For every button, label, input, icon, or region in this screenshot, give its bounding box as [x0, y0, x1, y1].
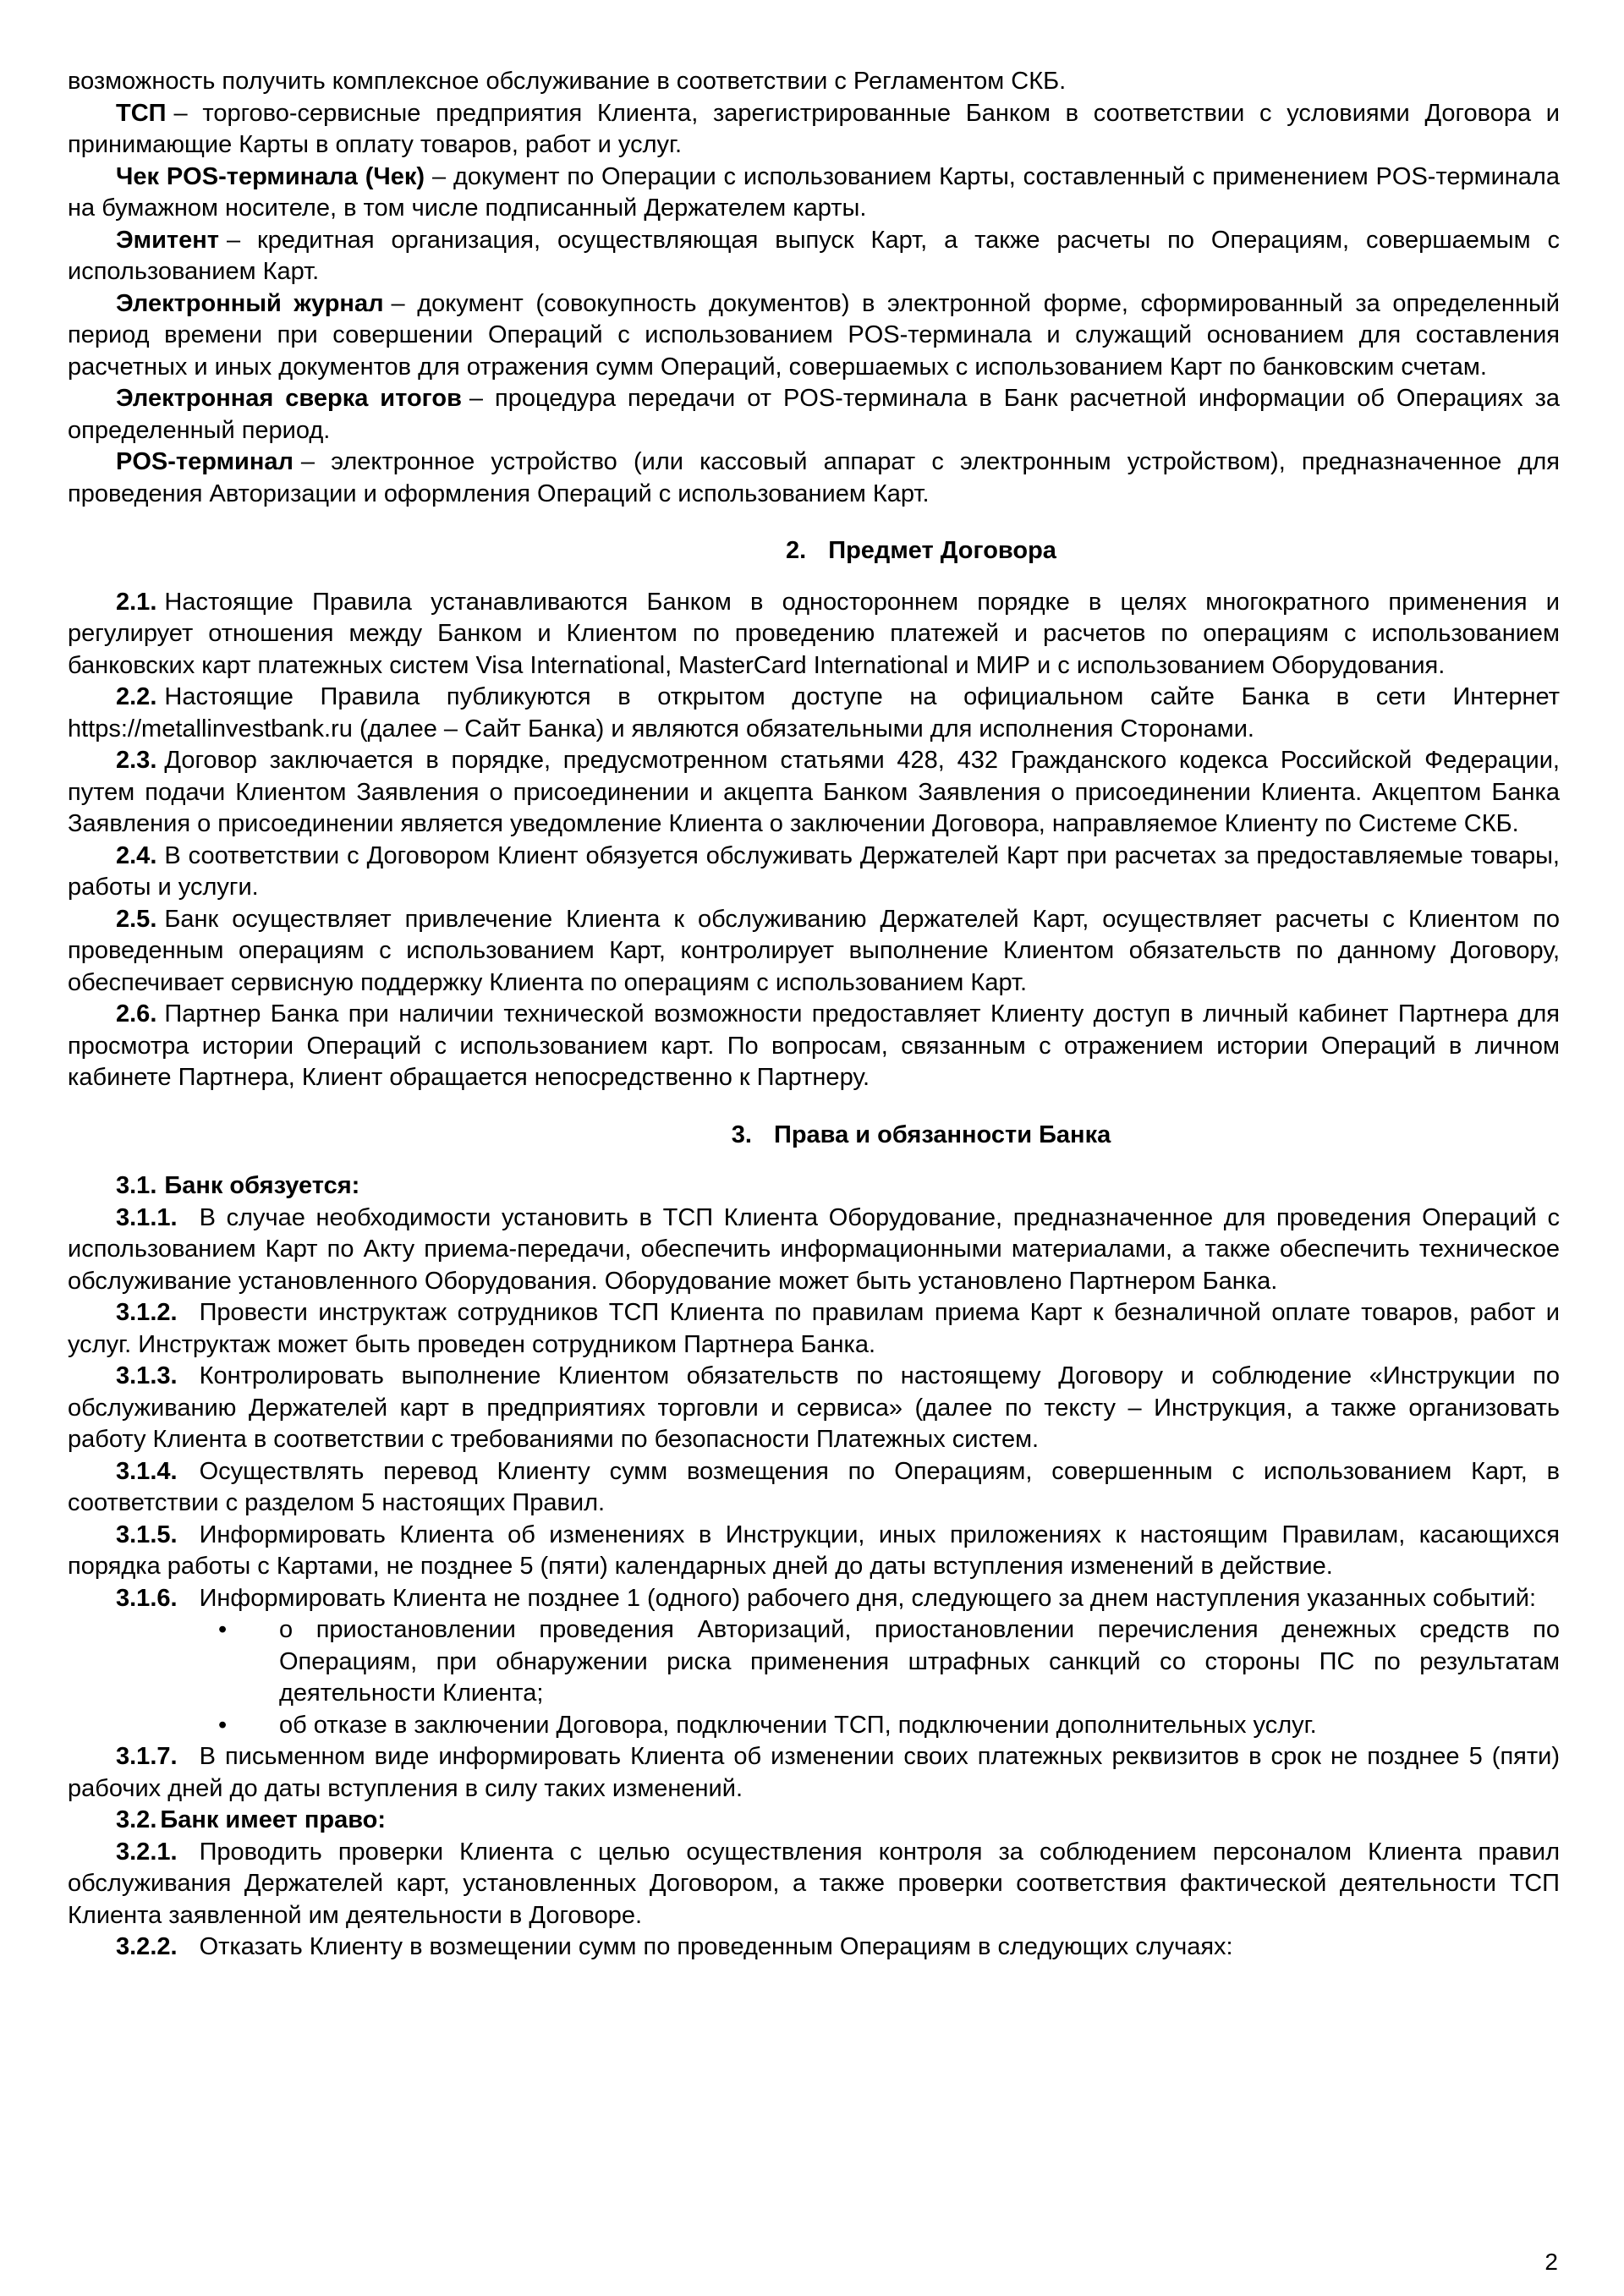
definition-text: – документ (совокупность документов) в электронной форме, сформированный за определенный период времени при совершении Операций с использованием POS-терминала и служащий основанием для составления расчетных и иных документов для отражения сумм Операций, совершаемых с использованием Карт по банковским счетам.: [68, 289, 1560, 381]
clause-text: Договор заключается в порядке, предусмотренном статьями 428, 432 Гражданского кодекса Российской Федерации, путем подачи Клиентом Заявления о присоединении и акцепта Банком Заявления о присоединении Клиента. Акцептом Банка Заявления о присоединении является уведомление Клиента о заключении Договора, направляемое Клиенту по Системе СКБ.: [68, 747, 1560, 837]
definition-paragraph-el-zhurnal: [68, 288, 1560, 384]
clause-number: 3.1.: [116, 1172, 157, 1199]
definition-paragraph-tsp: [68, 98, 1560, 162]
subsection-3-2-heading: [68, 1805, 1560, 1837]
section-2-heading: [68, 535, 1560, 567]
clause-text: Банк осуществляет привлечение Клиента к обслуживанию Держателей Карт, осуществляет расчеты с Клиентом по проведенным операциям с использованием Карт, контролирует выполнение Клиентом обязательств по данному Договору, обеспечивает сервисную поддержку Клиента по операциям с использованием Карт.: [68, 905, 1560, 996]
clause-text: Контролировать выполнение Клиентом обязательств по настоящему Договору и соблюдение «Инструкции по обслуживанию Держателей карт в предприятиях торговли и сервиса» (далее по тексту – Инструкция, а также организовать работу Клиента в соответствии с требованиями по безопасности Платежных систем.: [68, 1362, 1560, 1453]
definition-paragraph-chek: [68, 162, 1560, 225]
clause-text: Партнер Банка при наличии технической возможности предоставляет Клиенту доступ в личный кабинет Партнера для просмотра истории Операций с использованием карт. По вопросам, связанным с отражением истории Операций в личном кабинете Партнера, Клиент обращается непосредственно к Партнеру.: [68, 1000, 1560, 1091]
clause-number: 3.1.1.: [116, 1203, 178, 1231]
clause-2-1: [68, 587, 1560, 682]
clause-number: 2.2.: [116, 683, 157, 710]
clause-number: 3.1.2.: [116, 1299, 178, 1326]
clause-3-1-7: [68, 1741, 1560, 1805]
clause-text: В письменном виде информировать Клиента об изменении своих платежных реквизитов в срок не позднее 5 (пяти) рабочих дней до даты вступления в силу таких изменений.: [68, 1743, 1560, 1802]
clause-text: В случае необходимости установить в ТСП Клиента Оборудование, предназначенное для проведения Операций с использованием Карт по Акту приема-передачи, обеспечить информационными материалами, а также обеспечить техническое обслуживание установленного Оборудования. Оборудование может быть установлено Партнером Банка.: [68, 1203, 1560, 1295]
clause-text: Осуществлять перевод Клиенту сумм возмещения по Операциям, совершенным с использованием Карт, в соответствии с разделом 5 настоящих Правил.: [68, 1457, 1560, 1516]
definition-paragraph-emitent: [68, 225, 1560, 288]
definition-term: POS-терминал: [116, 448, 294, 475]
definition-text: – процедура передачи от POS-терминала в Банк расчетной информации об Операциях за определенный период.: [68, 385, 1560, 444]
clause-text: Настоящие Правила устанавливаются Банком в одностороннем порядке в целях многократного применения и регулирует отношения между Банком и Клиентом по проведению платежей и расчетов по операциям с использованием банковских карт платежных систем Visa International, MasterCard International и МИР и с использованием Оборудования.: [68, 588, 1560, 679]
bullet-text: о приостановлении проведения Авторизаций, приостановлении перечисления денежных средств по Операциям, при обнаружении риска применения штрафных санкций со стороны ПС по результатам деятельности Клиента;: [279, 1616, 1560, 1707]
bullet-text: об отказе в заключении Договора, подключении ТСП, подключении дополнительных услуг.: [279, 1711, 1317, 1739]
clause-text: Отказать Клиенту в возмещении сумм по проведенным Операциям в следующих случаях:: [199, 1933, 1233, 1960]
bullet-icon: •: [218, 1711, 228, 1739]
clause-number: 3.1.5.: [116, 1521, 178, 1548]
clause-text: Настоящие Правила публикуются в открытом доступе на официальном сайте Банка в сети Интернет https://metallinvestbank.ru (далее – Сайт Банка) и являются обязательными для исполнения Сторонами.: [68, 683, 1560, 743]
clause-number: 2.6.: [116, 1000, 157, 1027]
definition-term: Электронный журнал: [116, 289, 384, 317]
clause-3-1-4: [68, 1456, 1560, 1520]
bullet-list-item: [68, 1710, 1560, 1742]
definition-term: Эмитент: [116, 226, 219, 254]
clause-number: 2.1.: [116, 588, 157, 616]
clause-2-4: [68, 841, 1560, 904]
heading-number: 3.: [731, 1121, 752, 1148]
clause-3-1-6: [68, 1583, 1560, 1615]
heading-title: Права и обязанности Банка: [773, 1121, 1111, 1148]
clause-text: В соответствии с Договором Клиент обязуется обслуживать Держателей Карт при расчетах за предоставляемые товары, работы и услуги.: [68, 841, 1560, 901]
definition-text: – электронное устройство (или кассовый аппарат с электронным устройством), предназначенное для проведения Авторизации и оформления Операций с использованием Карт.: [68, 448, 1560, 507]
definition-text: – документ по Операции с использованием Карты, составленный с применением POS-терминала на бумажном носителе, в том числе подписанный Держателем карты.: [68, 162, 1560, 222]
definition-term: Электронная сверка итогов: [116, 385, 462, 412]
clause-3-1-1: [68, 1203, 1560, 1298]
clause-3-1-5: [68, 1520, 1560, 1583]
clause-3-1-2: [68, 1297, 1560, 1361]
heading-title: Предмет Договора: [828, 537, 1056, 564]
clause-number: 3.1.7.: [116, 1743, 178, 1770]
definition-text: – кредитная организация, осуществляющая выпуск Карт, а также расчеты по Операциям, совершаемым с использованием Карт.: [68, 226, 1560, 285]
heading-number: 2.: [786, 537, 807, 564]
clause-number: 3.1.6.: [116, 1584, 178, 1612]
clause-number: 2.5.: [116, 905, 157, 933]
clause-2-3: [68, 745, 1560, 841]
subsection-title: Банк обязуется:: [164, 1172, 360, 1199]
clause-text: Провести инструктаж сотрудников ТСП Клиента по правилам приема Карт к безналичной оплате товаров, работ и услуг. Инструктаж может быть проведен сотрудником Партнера Банка.: [68, 1299, 1560, 1358]
intro-paragraph: возможность получить комплексное обслуживание в соответствии с Регламентом СКБ.: [68, 68, 1067, 95]
definition-paragraph-el-sverka: [68, 383, 1560, 447]
clause-text: Информировать Клиента об изменениях в Инструкции, иных приложениях к настоящим Правилам, касающихся порядка работы с Картами, не позднее 5 (пяти) календарных дней до даты вступления изменений в действие.: [68, 1521, 1560, 1580]
bullet-icon: •: [218, 1616, 228, 1643]
subsection-title: Банк имеет право:: [160, 1806, 387, 1833]
clause-2-6: [68, 999, 1560, 1094]
clause-2-2: [68, 682, 1560, 745]
definition-paragraph-pos-terminal: [68, 447, 1560, 510]
clause-number: 3.1.4.: [116, 1457, 178, 1485]
section-3-heading: [68, 1120, 1560, 1152]
clause-3-2-1: [68, 1837, 1560, 1932]
definition-term: ТСП: [116, 99, 167, 127]
definition-text: – торгово-сервисные предприятия Клиента, зарегистрированные Банком в соответствии с условиями Договора и принимающие Карты в оплату товаров, работ и услуг.: [68, 99, 1560, 158]
page-number: 2: [1544, 2249, 1558, 2275]
clause-text: Информировать Клиента не позднее 1 (одного) рабочего дня, следующего за днем наступления указанных событий:: [199, 1584, 1537, 1612]
subsection-3-1-heading: [68, 1170, 1560, 1203]
clause-number: 3.1.3.: [116, 1362, 178, 1389]
bullet-list-item: [68, 1614, 1560, 1710]
clause-number: 3.2.2.: [116, 1933, 178, 1960]
clause-2-5: [68, 904, 1560, 1000]
clause-number: 3.2.: [116, 1806, 157, 1833]
clause-text: Проводить проверки Клиента с целью осуществления контроля за соблюдением персоналом Клиента правил обслуживания Держателей карт, установленных Договором, а также проверки соответствия фактической деятельности ТСП Клиента заявленной им деятельности в Договоре.: [68, 1838, 1560, 1929]
clause-number: 3.2.1.: [116, 1838, 178, 1866]
definition-term: Чек POS-терминала (Чек): [116, 162, 425, 190]
clause-3-2-2: [68, 1932, 1560, 1964]
clause-number: 2.3.: [116, 747, 157, 774]
clause-number: 2.4.: [116, 841, 157, 869]
clause-3-1-3: [68, 1361, 1560, 1456]
